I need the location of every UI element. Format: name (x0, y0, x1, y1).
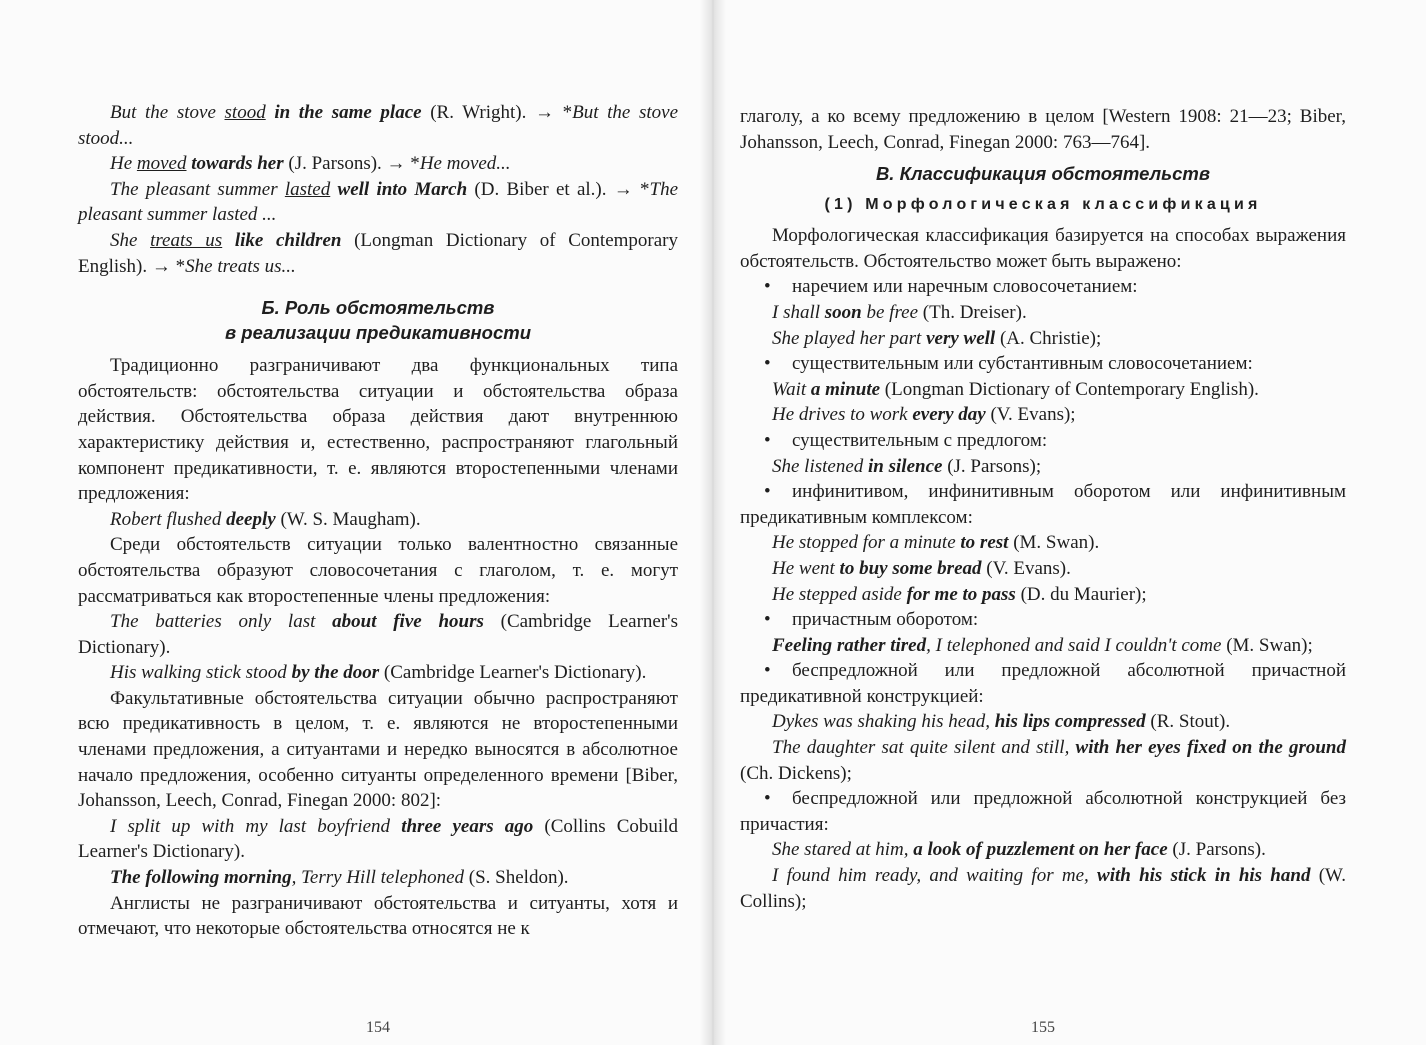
book-spine (700, 0, 726, 1045)
page-155-body (740, 104, 1346, 914)
example-sentence: Dykes was shaking his head, his lips compressed (R. Stout). (772, 711, 1231, 733)
subsection-heading: (1) Морфологическая классификация (824, 196, 1262, 214)
example-sentence: I shall soon be free (Th. Dreiser). (772, 301, 1027, 323)
example-sentence: She treats us like children (Longman Dictionary of Contemporary English). → *She treats us... (78, 229, 679, 277)
example-sentence: She played her part very well (A. Christie); (772, 327, 1102, 349)
page-154-body (78, 100, 678, 942)
example-sentence: I found him ready, and waiting for me, with his stick in his hand (W. Collins); (740, 865, 1346, 912)
example-sentence: Robert flushed deeply (W. S. Maugham). (110, 508, 421, 530)
bullet-item: • причастным оборотом: (740, 607, 1346, 633)
body-paragraph: Среди обстоятельств ситуации только валентностно связанные обстоятельства образуют словосочетания с глаголом, т. е. могут рассматриваться как второстепенные члены предложения: (78, 534, 678, 607)
example-sentence: He drives to work every day (V. Evans); (772, 404, 1076, 426)
example-sentence: The daughter sat quite silent and still, with her eyes fixed on the ground (Ch. Dickens); (740, 737, 1346, 784)
body-paragraph: глаголу, а ко всему предложению в целом [Western 1908: 21—23; Biber, Johansson, Leech, Conrad, Finegan 2000: 763—764]. (740, 106, 1346, 153)
bullet-item: • существительным или субстантивным словосочетанием: (740, 351, 1346, 377)
bullet-item: • существительным с предлогом: (740, 428, 1346, 454)
example-sentence: He stopped for a minute to rest (M. Swan). (772, 532, 1100, 554)
bullet-item: • инфинитивом, инфинитивным оборотом или инфинитивным предикативным комплексом: (740, 479, 1346, 530)
example-sentence: The batteries only last about five hours (Cambridge Learner's Dictionary). (78, 611, 678, 658)
bullet-item: • беспредложной или предложной абсолютной причастной предикативной конструкцией: (740, 658, 1346, 709)
bullet-item: • беспредложной или предложной абсолютной конструкцией без причастия: (740, 786, 1346, 837)
page-number: 155 (1031, 1019, 1055, 1036)
example-sentence: He moved towards her (J. Parsons). → *He moved... (110, 153, 511, 175)
example-sentence: Feeling rather tired, I telephoned and said I couldn't come (M. Swan); (772, 634, 1313, 656)
section-heading-v: В. Классификация обстоятельств (875, 163, 1211, 185)
example-sentence: But the stove stood in the same place (R. Wright). → *But the stove stood... (78, 102, 679, 149)
bullet-item: • наречием или наречным словосочетанием: (740, 274, 1346, 300)
body-paragraph: Факультативные обстоятельства ситуации обычно распространяют всю предикативность в целом, т. е. являются не второстепенными членами предложения, а ситуантами и нередко выносятся в абсолютное начало предложения, особенно ситуанты определенного времени [Biber, Johansson, Leech, Conrad, Finegan 2000: 802]: (78, 687, 678, 812)
section-heading-b: Б. Роль обстоятельств в реализации предикативности (224, 297, 532, 344)
body-paragraph: Традиционно разграничивают два функциональных типа обстоятельств: обстоятельства ситуации и обстоятельства образа действия. Обстоятельства образа действия дают внутреннюю характеристику действия и, естественно, распространяют глагольный компонент предикативности, т. е. являются второстепенными членами предложения: (78, 355, 678, 505)
example-sentence: The pleasant summer lasted well into March (D. Biber et al.). → *The pleasant summer lasted ... (78, 178, 679, 226)
body-paragraph: Морфологическая классификация базируется на способах выражения обстоятельств. Обстоятельство может быть выражено: (740, 225, 1346, 272)
body-paragraph: Англисты не разграничивают обстоятельства и ситуанты, хотя и отмечают, что некоторые обстоятельства относятся не к (78, 892, 678, 940)
page-number: 154 (366, 1019, 390, 1036)
example-sentence: She listened in silence (J. Parsons); (772, 455, 1042, 477)
example-sentence: I split up with my last boyfriend three years ago (Collins Cobuild Learner's Dictionary). (78, 815, 678, 863)
example-sentence: His walking stick stood by the door (Cambridge Learner's Dictionary). (110, 662, 647, 684)
example-sentence: Wait a minute (Longman Dictionary of Contemporary English). (772, 378, 1259, 400)
example-sentence: She stared at him, a look of puzzlement on her face (J. Parsons). (772, 839, 1266, 861)
example-sentence: He went to buy some bread (V. Evans). (772, 557, 1071, 579)
example-sentence: He stepped aside for me to pass (D. du Maurier); (772, 583, 1147, 605)
example-sentence: The following morning, Terry Hill telephoned (S. Sheldon). (110, 867, 569, 889)
